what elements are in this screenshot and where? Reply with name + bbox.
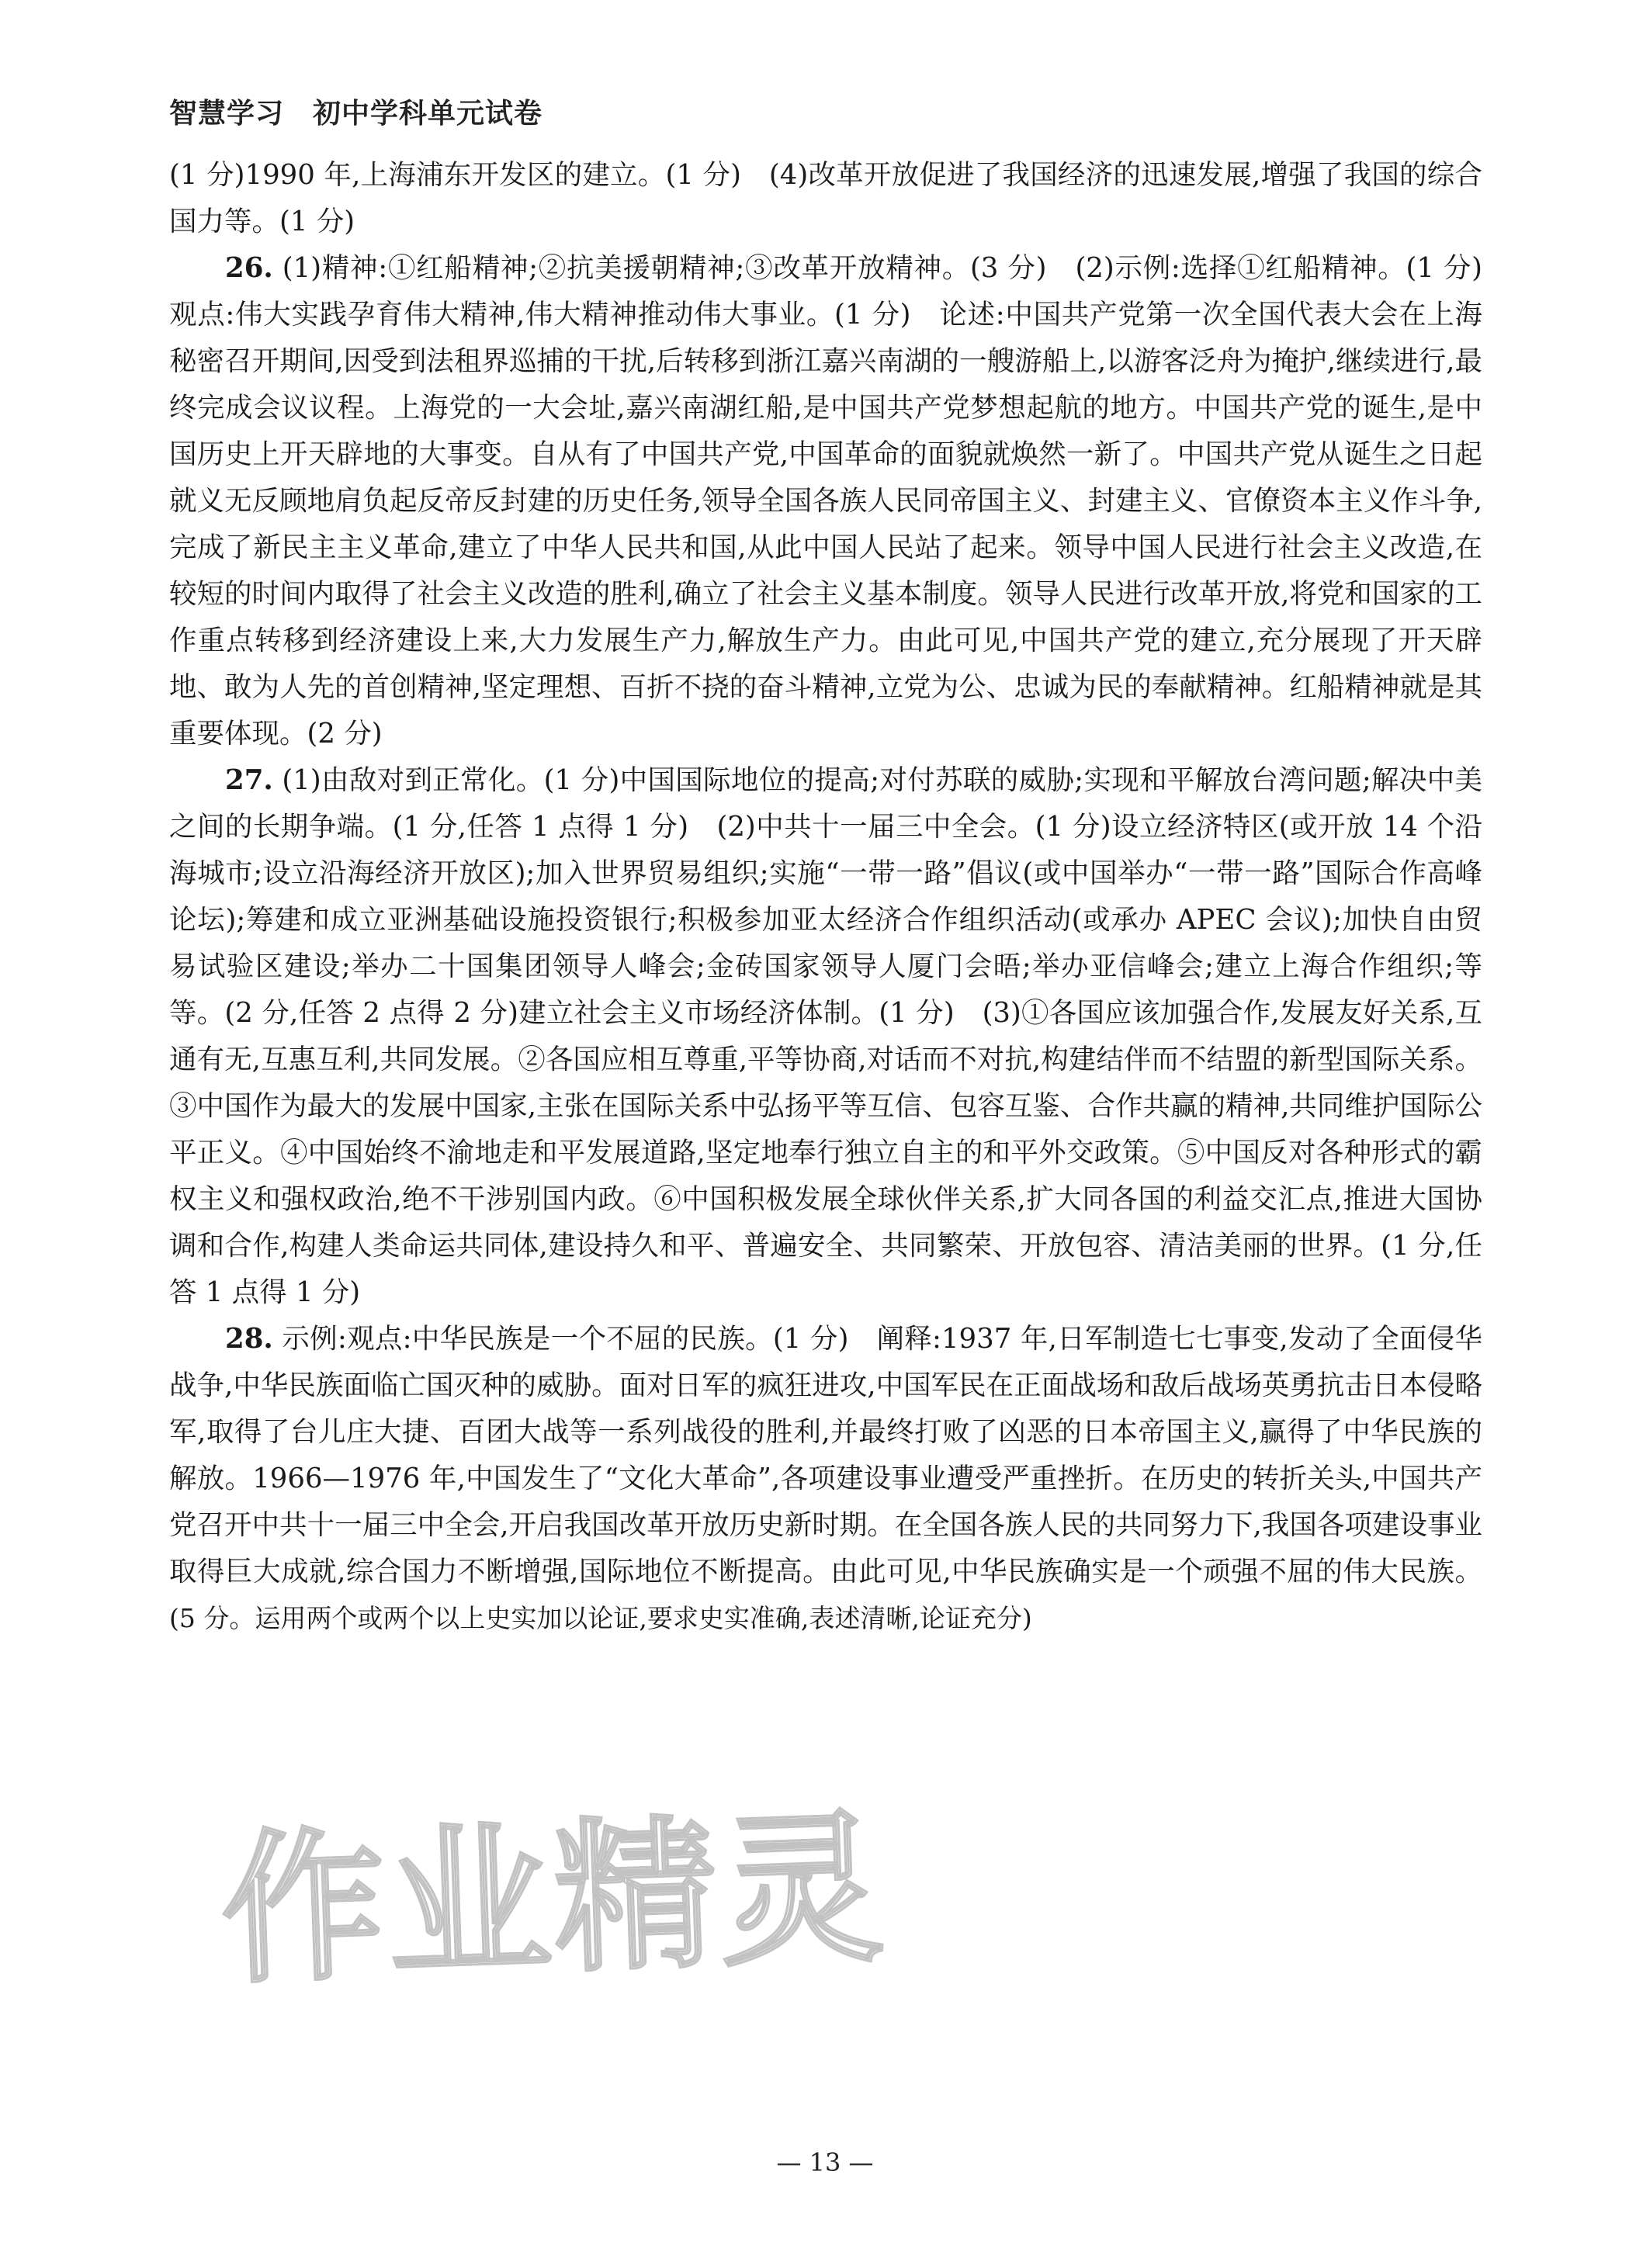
- answer-paragraph-28: [169, 1316, 1482, 1642]
- page-header-title: 智慧学习 初中学科单元试卷: [169, 98, 543, 130]
- question-number: 27.: [225, 764, 273, 796]
- question-number: 28.: [225, 1323, 273, 1355]
- question-number: 26.: [225, 252, 273, 284]
- page-number: — 13 —: [776, 2148, 874, 2177]
- paragraph-text: (1)由敌对到正常化。(1 分)中国国际地位的提高;对付苏联的威胁;实现和平解放台湾问题;解决中美之间的长期争端。(1 分,任答 1 点得 1 分) (2)中共十一届三中全会。(1 分)设立经济特区(或开放 14 个沿海城市;设立沿海经济开放区);加入世界贸易组织;实施“一带一路”倡议(或中国举办“一带一路”国际合作高峰论坛);筹建和成立亚洲基础设施投资银行;积极参加亚太经济合作组织活动(或承办 APEC 会议);加快自由贸易试验区建设;举办二十国集团领导人峰会;金砖国家领导人厦门会晤;举办亚信峰会;建立上海合作组织;等等。(2 分,任答 2 点得 2 分)建立社会主义市场经济体制。(1 分) (3)①各国应该加强合作,发展友好关系,互通有无,互惠互利,共同发展。②各国应相互尊重,平等协商,对话而不对抗,构建结伴而不结盟的新型国际关系。③中国作为最大的发展中国家,主张在国际关系中弘扬平等互信、包容互鉴、合作共赢的精神,共同维护国际公平正义。④中国始终不渝地走和平发展道路,坚定地奉行独立自主的和平外交政策。⑤中国反对各种形式的霸权主义和强权政治,绝不干涉别国内政。⑥中国积极发展全球伙伴关系,扩大同各国的利益交汇点,推进大国协调和合作,构建人类命运共同体,建设持久和平、普遍安全、共同繁荣、开放包容、清洁美丽的世界。(1 分,任答 1 点得 1 分): [169, 764, 1482, 1308]
- answer-paragraph-27: [169, 757, 1482, 1316]
- scoring-note: (5 分。运用两个或两个以上史实加以论证,要求史实准确,表述清晰,论证充分): [169, 1603, 1032, 1633]
- paragraph-text: 示例:观点:中华民族是一个不屈的民族。(1 分) 阐释:1937 年,日军制造七七事变,发动了全面侵华战争,中华民族面临亡国灭种的威胁。面对日军的疯狂进攻,中国军民在正面战场和敌后战场英勇抗击日本侵略军,取得了台儿庄大捷、百团大战等一系列战役的胜利,并最终打败了凶恶的日本帝国主义,赢得了中华民族的解放。1966—1976 年,中国发生了“文化大革命”,各项建设事业遭受严重挫折。在历史的转折关头,中国共产党召开中共十一届三中全会,开启我国改革开放历史新时期。在全国各族人民的共同努力下,我国各项建设事业取得巨大成就,综合国力不断增强,国际地位不断提高。由此可见,中华民族确实是一个顽强不屈的伟大民族。: [169, 1323, 1482, 1588]
- watermark-logo: 作业精灵: [218, 1793, 889, 2007]
- answer-paragraph-26: [169, 245, 1510, 757]
- answer-paragraph-continued: [169, 152, 1482, 245]
- paragraph-text: (1)精神:①红船精神;②抗美援朝精神;③改革开放精神。(3 分) (2)示例:选择①红船精神。(1 分) 观点:伟大实践孕育伟大精神,伟大精神推动伟大事业。(1 分) 论述:中国共产党第一次全国代表大会在上海秘密召开期间,因受到法租界巡捕的干扰,后转移到浙江嘉兴南湖的一艘游船上,以游客泛舟为掩护,继续进行,最终完成会议议程。上海党的一大会址,嘉兴南湖红船,是中国共产党梦想起航的地方。中国共产党的诞生,是中国历史上开天辟地的大事变。自从有了中国共产党,中国革命的面貌就焕然一新了。中国共产党从诞生之日起就义无反顾地肩负起反帝反封建的历史任务,领导全国各族人民同帝国主义、封建主义、官僚资本主义作斗争,完成了新民主主义革命,建立了中华人民共和国,从此中国人民站了起来。领导中国人民进行社会主义改造,在较短的时间内取得了社会主义改造的胜利,确立了社会主义基本制度。领导人民进行改革开放,将党和国家的工作重点转移到经济建设上来,大力发展生产力,解放生产力。由此可见,中国共产党的建立,充分展现了开天辟地、敢为人先的首创精神,坚定理想、百折不挠的奋斗精神,立党为公、忠诚为民的奉献精神。红船精神就是其重要体现。(2 分): [169, 252, 1510, 750]
- paragraph-text: (1 分)1990 年,上海浦东开发区的建立。(1 分) (4)改革开放促进了我国经济的迅速发展,增强了我国的综合国力等。(1 分): [169, 159, 1482, 237]
- answer-content: [169, 152, 1510, 1642]
